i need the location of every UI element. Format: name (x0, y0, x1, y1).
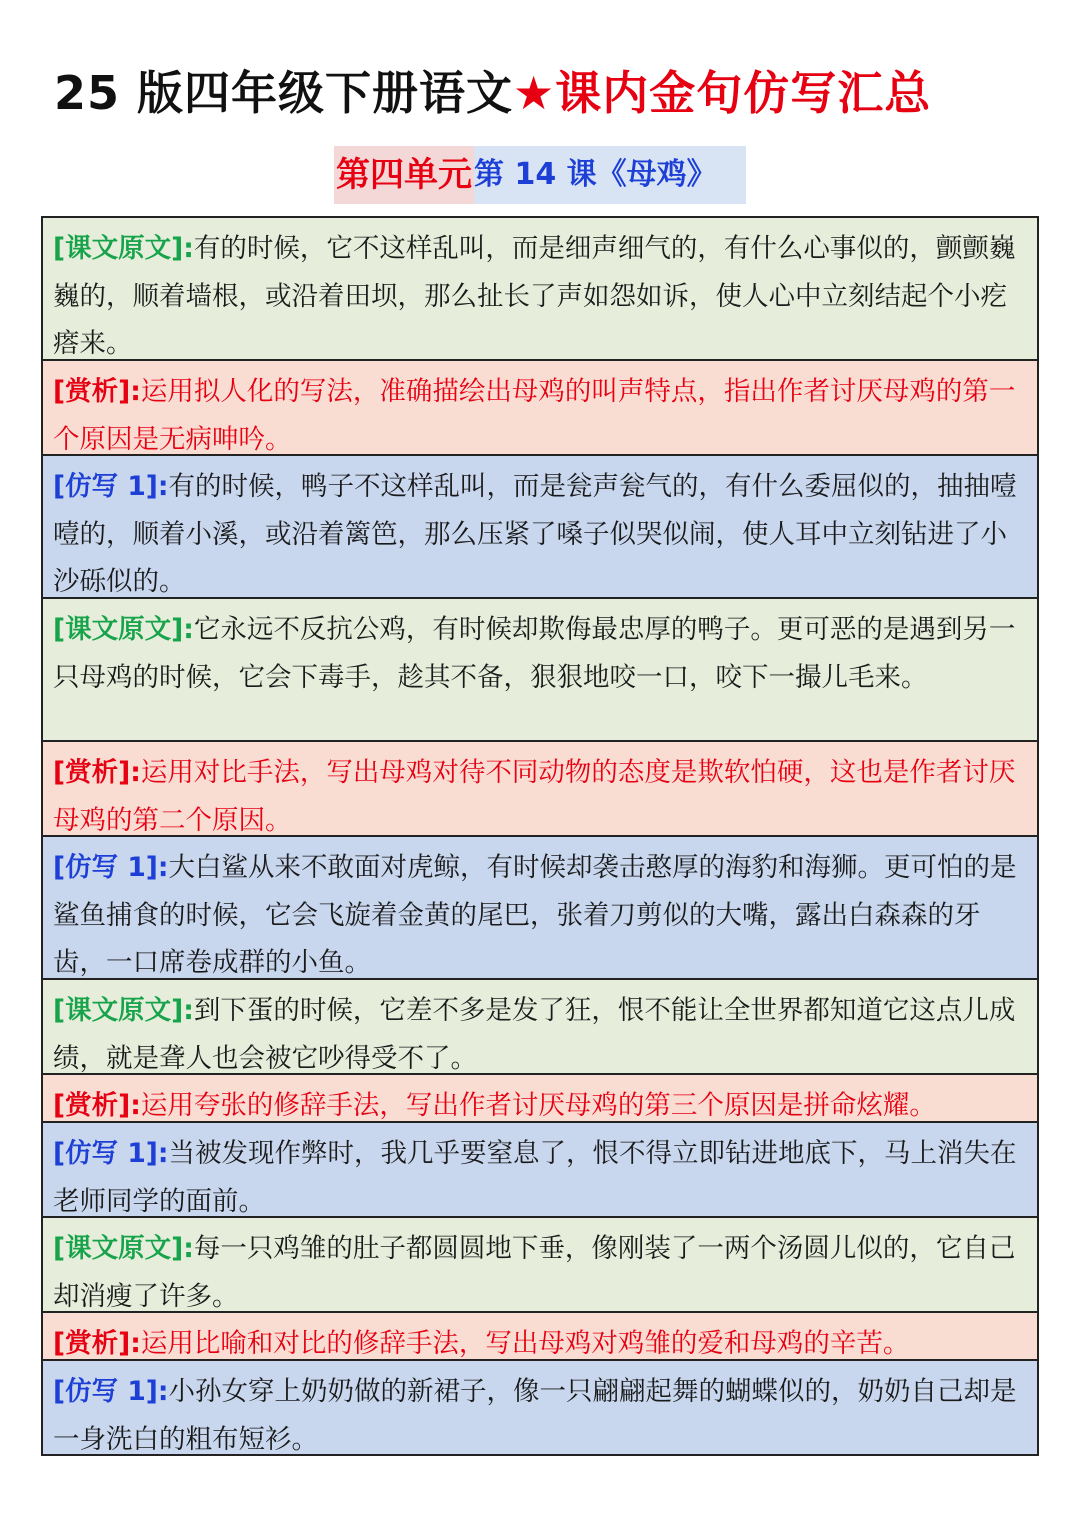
row-text: 每一只鸡雏的肚子都圆圆地下垂，像刚装了一两个汤圆儿似的，它自己却消瘦了许多。 (53, 1233, 1016, 1312)
row-tag: [赏析]: (53, 376, 141, 407)
row-tag: [仿写 1]: (53, 852, 169, 883)
row-text: 小孙女穿上奶奶做的新裙子，像一只翩翩起舞的蝴蝶似的，奶奶自己却是一身洗白的粗布短衫。 (53, 1376, 1017, 1454)
row-text: 它永远不反抗公鸡，有时候却欺侮最忠厚的鸭子。更可恶的是遇到另一只母鸡的时候，它会下毒手，趁其不备，狠狠地咬一口，咬下一撮儿毛来。 (53, 614, 1016, 693)
table-row (43, 1313, 1037, 1361)
row-text: 运用拟人化的写法，准确描绘出母鸡的叫声特点，指出作者讨厌母鸡的第一个原因是无病呻吟。 (53, 376, 1016, 455)
row-tag: [仿写 1]: (53, 471, 169, 502)
row-text: 到下蛋的时候，它差不多是发了狂，恨不能让全世界都知道它这点儿成绩，就是聋人也会被它吵得受不了。 (53, 995, 1016, 1074)
table-row (43, 980, 1037, 1075)
page-title (54, 58, 1044, 128)
row-tag: [课文原文]: (53, 995, 194, 1026)
row-tag: [课文原文]: (53, 233, 194, 264)
table-row (43, 361, 1037, 456)
table-row (43, 1123, 1037, 1218)
unit-label: 第四单元 (334, 146, 474, 204)
table-row (43, 218, 1037, 361)
row-tag: [仿写 1]: (53, 1376, 169, 1407)
row-tag: [课文原文]: (53, 614, 194, 645)
row-text: 有的时候，鸭子不这样乱叫，而是瓮声瓮气的，有什么委屈似的，抽抽噎噎的，顺着小溪，或沿着篱笆，那么压紧了嗓子似哭似闹，使人耳中立刻钻进了小沙砾似的。 (53, 471, 1017, 597)
title-highlight: ★课内金句仿写汇总 (513, 66, 932, 120)
lesson-header (334, 146, 746, 204)
table-row (43, 837, 1037, 980)
row-tag: [赏析]: (53, 757, 141, 788)
sentence-table (41, 216, 1039, 1456)
table-row (43, 456, 1037, 599)
table-row (43, 742, 1037, 837)
row-tag: [赏析]: (53, 1328, 141, 1359)
row-text: 运用比喻和对比的修辞手法，写出母鸡对鸡雏的爱和母鸡的辛苦。 (140, 1328, 910, 1359)
row-text: 当被发现作弊时，我几乎要窒息了，恨不得立即钻进地底下，马上消失在老师同学的面前。 (53, 1138, 1017, 1217)
table-row (43, 1218, 1037, 1313)
row-text: 有的时候，它不这样乱叫，而是细声细气的，有什么心事似的，颤颤巍巍的，顺着墙根，或沿着田坝，那么扯长了声如怨如诉，使人心中立刻结起个小疙瘩来。 (53, 233, 1016, 359)
row-text: 大白鲨从来不敢面对虎鲸，有时候却袭击憨厚的海豹和海狮。更可怕的是鲨鱼捕食的时候，它会飞旋着金黄的尾巴，张着刀剪似的大嘴，露出白森森的牙齿，一口席卷成群的小鱼。 (53, 852, 1017, 978)
table-row (43, 1075, 1037, 1123)
table-row (43, 1361, 1037, 1454)
row-tag: [课文原文]: (53, 1233, 194, 1264)
title-main: 25 版四年级下册语文 (54, 66, 514, 120)
table-row (43, 599, 1037, 742)
row-text: 运用夸张的修辞手法，写出作者讨厌母鸡的第三个原因是拼命炫耀。 (140, 1090, 936, 1121)
lesson-label: 第 14 课《母鸡》 (474, 146, 746, 204)
row-tag: [仿写 1]: (53, 1138, 169, 1169)
row-tag: [赏析]: (53, 1090, 141, 1121)
row-text: 运用对比手法，写出母鸡对待不同动物的态度是欺软怕硬，这也是作者讨厌母鸡的第二个原因。 (53, 757, 1016, 836)
